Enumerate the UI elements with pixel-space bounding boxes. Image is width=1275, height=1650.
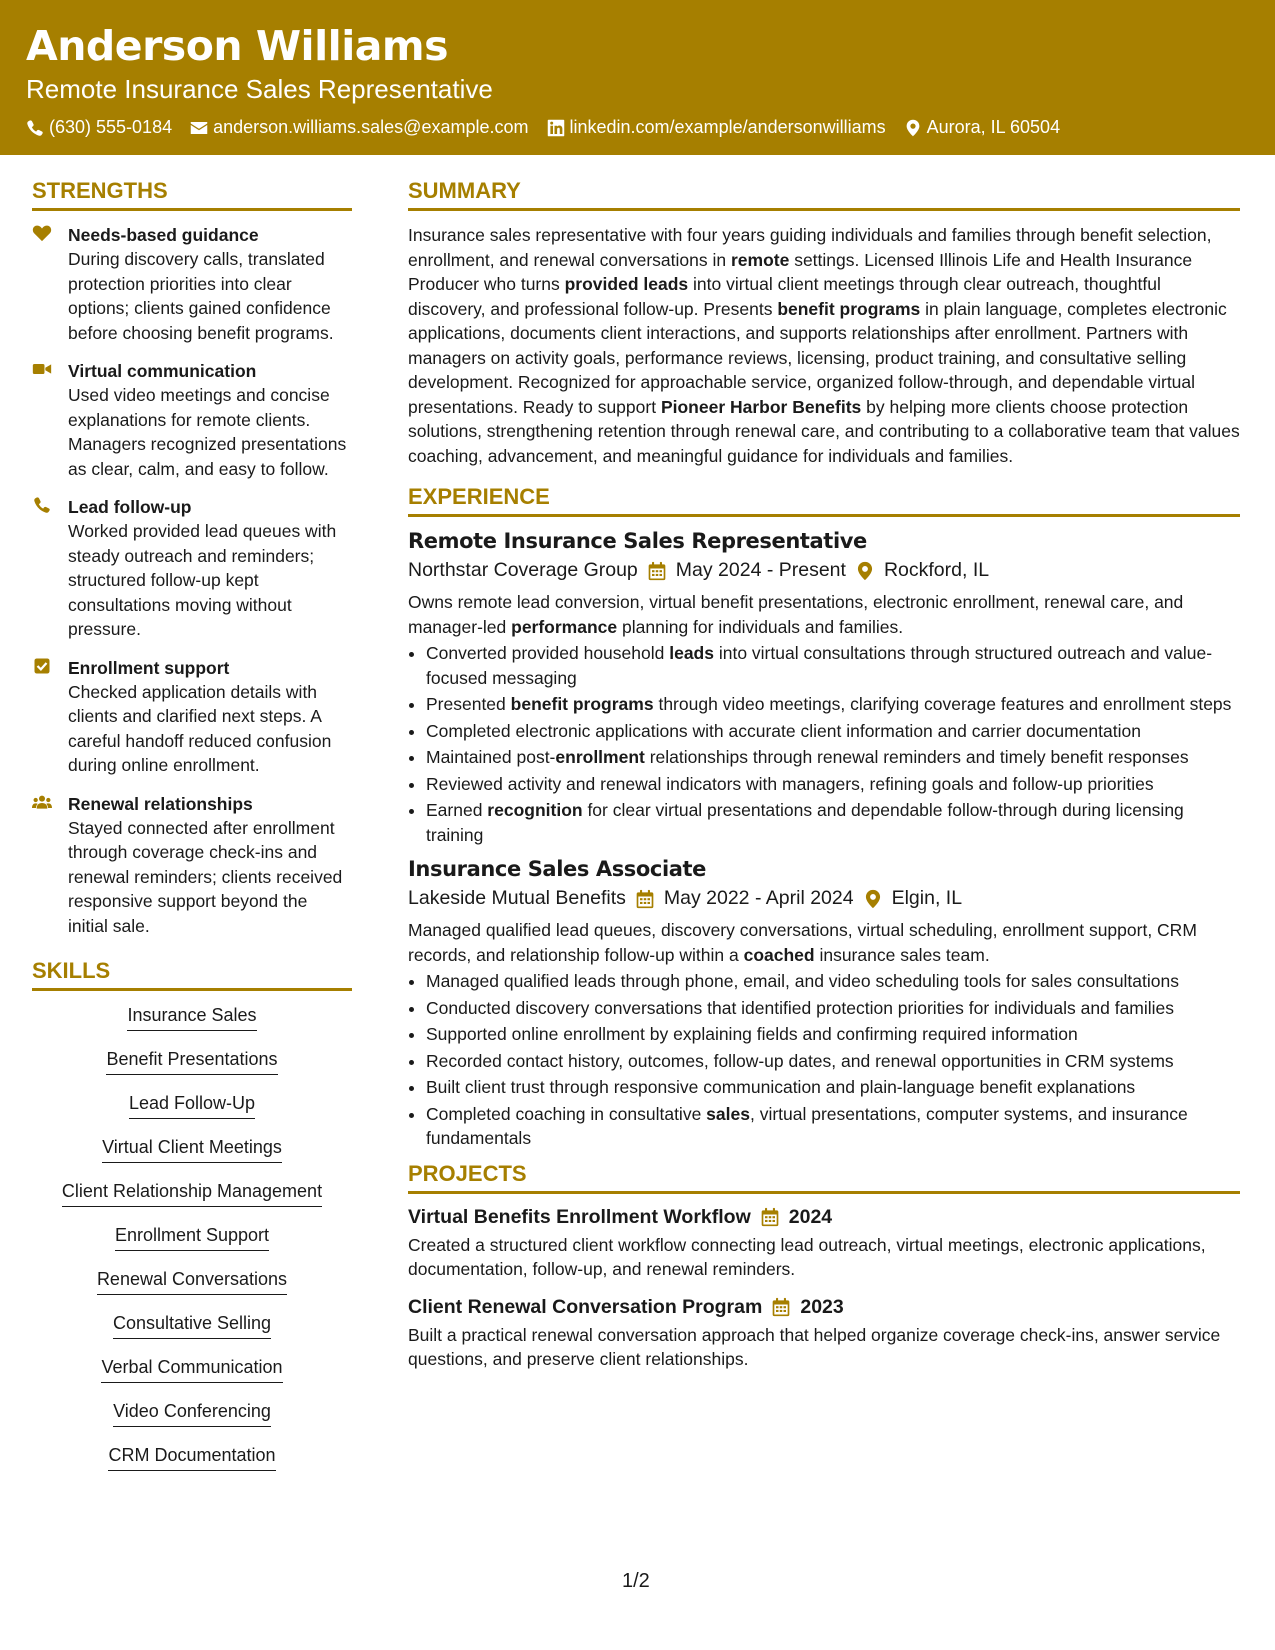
strength-body — [68, 792, 352, 939]
right-column — [408, 178, 1240, 1386]
left-column — [32, 178, 352, 1487]
text-segment: planning for individuals and families. — [617, 616, 904, 637]
bold-text: recognition — [487, 800, 583, 820]
skill-row — [32, 1267, 352, 1311]
summary-heading: SUMMARY — [408, 178, 1240, 211]
text-segment: Converted provided household — [426, 643, 670, 663]
strength-desc: Checked application details with clients and clarified next steps. A careful handoff reduced confusion during online enrollment. — [68, 681, 332, 775]
strength-item — [32, 792, 352, 939]
job-bullet — [426, 1022, 1240, 1047]
text-segment: Managed qualified lead queues, discovery conversations, virtual scheduling, enrollment support, CRM records, and relationship follow-up within a — [408, 920, 1197, 965]
linkedin-icon — [547, 119, 565, 137]
job-bullet — [426, 692, 1240, 717]
bold-text: benefit programs — [510, 694, 654, 714]
project-header — [408, 1206, 1240, 1229]
job-bullet — [426, 1075, 1240, 1100]
job-bullet — [426, 772, 1240, 797]
skill-tag: Benefit Presentations — [106, 1047, 277, 1075]
strength-desc: Worked provided lead queues with steady outreach and reminders; structured follow-up kept consultations moving without pressure. — [68, 521, 337, 639]
text-segment: Insurance sales representative with four years guiding individuals and families through benefit selection, enrollment, and renewal conversations in — [408, 225, 1212, 270]
job-bullet — [426, 719, 1240, 744]
strength-body — [68, 495, 352, 642]
strength-title: Needs-based guidance — [68, 225, 259, 245]
bold-text: Pioneer Harbor Benefits — [660, 396, 862, 417]
projects-heading: PROJECTS — [408, 1161, 1240, 1194]
skill-tag: Insurance Sales — [127, 1003, 256, 1031]
strength-body — [68, 223, 352, 345]
bold-text: leads — [669, 643, 714, 663]
video-icon — [32, 360, 52, 378]
job-title: Insurance Sales Associate — [408, 857, 707, 881]
strength-title: Lead follow-up — [68, 497, 192, 517]
text-segment: settings. Licensed Illinois Life and Health Insurance Producer who turns — [408, 249, 1193, 294]
text-segment: relationships through renewal reminders and timely benefit responses — [644, 747, 1189, 767]
job-bullet — [426, 745, 1240, 770]
experience-heading: EXPERIENCE — [408, 484, 1240, 517]
candidate-title: Remote Insurance Sales Representative — [26, 74, 493, 104]
text-segment: , virtual presentations, computer systems, and insurance fundamentals — [426, 1103, 1188, 1148]
project-desc: Created a structured client workflow connecting lead outreach, virtual meetings, electronic applications, documentation, follow-up, and renewal reminders. — [408, 1234, 1206, 1279]
bold-text: sales — [706, 1103, 750, 1124]
heart-icon — [32, 224, 52, 242]
job-summary — [408, 590, 1240, 639]
strengths-heading: STRENGTHS — [32, 178, 352, 211]
bold-text: performance — [511, 616, 618, 637]
job-dates: May 2022 - April 2024 — [663, 887, 854, 909]
calendar-icon — [647, 561, 667, 581]
phone-icon — [26, 119, 44, 137]
job-title: Remote Insurance Sales Representative — [408, 529, 867, 553]
job-bullet — [426, 969, 1240, 994]
skill-row — [32, 1399, 352, 1443]
skill-row — [32, 1355, 352, 1399]
skill-row — [32, 1443, 352, 1487]
summary-text — [408, 223, 1240, 468]
skill-tag: Consultative Selling — [113, 1311, 271, 1339]
job-dates: May 2024 - Present — [675, 559, 846, 581]
project-entry — [408, 1296, 1240, 1372]
strength-body — [68, 656, 352, 778]
skill-tag: Video Conferencing — [113, 1399, 271, 1427]
job-bullets — [408, 969, 1240, 1151]
skill-tag: Renewal Conversations — [97, 1267, 287, 1295]
text-segment: into virtual client meetings through clear outreach, thoughtful discovery, and professional follow-up. Presents — [408, 274, 1161, 319]
text-segment: insurance sales team. — [814, 944, 990, 965]
bold-text: coached — [743, 944, 815, 965]
strengths-list — [32, 223, 352, 938]
text-segment: Managed qualified leads through phone, email, and video scheduling tools for sales consultations — [426, 971, 1179, 991]
text-segment: Completed electronic applications with accurate client information and carrier documentation — [426, 720, 1141, 741]
job-entry — [408, 857, 1240, 1151]
strength-icon-wrap — [32, 223, 56, 345]
text-segment: Earned — [426, 800, 488, 820]
text-segment: Supported online enrollment by explaining fields and confirming required information — [426, 1024, 1078, 1044]
text-segment: Presented — [426, 694, 511, 714]
strength-icon-wrap — [32, 359, 56, 481]
text-segment: in plain language, completes electronic applications, documents client interactions, and supports relationships after enrollment. Partners with managers on activity goals, performance reviews, licensing, product training, and consultative selling development. Recognized for approachable service, organized follow-through, and dependable virtual presentations. Ready to support — [408, 298, 1227, 417]
project-title: Virtual Benefits Enrollment Workflow — [408, 1205, 751, 1228]
strength-item — [32, 359, 352, 481]
bold-text: benefit programs — [777, 298, 921, 319]
contact-phone — [26, 117, 172, 138]
job-summary — [408, 918, 1240, 967]
job-entry — [408, 529, 1240, 847]
bold-text: enrollment — [555, 747, 645, 767]
text-segment: for clear virtual presentations and dependable follow-through during licensing training — [426, 800, 1184, 845]
skill-row — [32, 1135, 352, 1179]
checkbox-icon — [32, 657, 52, 675]
strength-desc: Used video meetings and concise explanations for remote clients. Managers recognized presentations as clear, calm, and easy to follow. — [68, 385, 347, 479]
skill-tag: Verbal Communication — [101, 1355, 282, 1383]
project-year: 2023 — [800, 1295, 844, 1318]
text-segment: Recorded contact history, outcomes, follow-up dates, and renewal opportunities in CRM systems — [426, 1050, 1174, 1071]
job-bullets — [408, 641, 1240, 847]
candidate-name: Anderson Williams — [26, 22, 449, 70]
location-text: Aurora, IL 60504 — [926, 117, 1061, 137]
skill-row — [32, 1003, 352, 1047]
map-pin-icon — [855, 561, 875, 581]
bold-text: remote — [730, 249, 790, 270]
text-segment: Reviewed activity and renewal indicators with managers, refining goals and follow-up priorities — [426, 773, 1154, 794]
project-title: Client Renewal Conversation Program — [408, 1295, 763, 1318]
project-desc: Built a practical renewal conversation approach that helped organize coverage check-ins, answer service questions, and preserve client relationships. — [408, 1324, 1221, 1369]
text-segment: by helping more clients choose protection solutions, strengthening retention through renewal care, and contributing to a collaborative team that values coaching, advancement, and meaningful guidance for individuals and families. — [408, 396, 1240, 466]
strength-item — [32, 656, 352, 778]
contact-linkedin[interactable] — [547, 117, 886, 138]
text-segment: Built client trust through responsive communication and plain-language benefit explanations — [426, 1077, 1136, 1097]
project-year: 2024 — [788, 1205, 833, 1228]
skill-row — [32, 1311, 352, 1355]
strength-title: Virtual communication — [68, 361, 257, 381]
users-icon — [32, 793, 52, 811]
strength-desc: During discovery calls, translated protection priorities into clear options; clients gained confidence before choosing benefit programs. — [68, 249, 334, 343]
skill-row — [32, 1179, 352, 1223]
bold-text: provided leads — [564, 274, 689, 294]
skill-tag: Enrollment Support — [115, 1223, 269, 1251]
job-location: Elgin, IL — [891, 887, 963, 909]
skills-list — [32, 1003, 352, 1487]
calendar-icon — [771, 1297, 791, 1317]
strength-title: Renewal relationships — [68, 793, 253, 814]
skill-tag: CRM Documentation — [108, 1443, 275, 1471]
phone-text: (630) 555-0184 — [49, 117, 173, 137]
job-bullet — [426, 1102, 1240, 1151]
page-number: 1/2 — [622, 1570, 650, 1592]
company-name: Lakeside Mutual Benefits — [408, 887, 626, 909]
strength-title: Enrollment support — [68, 657, 230, 678]
contact-bar — [26, 117, 1060, 138]
company-name: Northstar Coverage Group — [408, 559, 638, 581]
strength-icon-wrap — [32, 792, 56, 939]
envelope-icon — [190, 119, 208, 137]
job-bullet — [426, 798, 1240, 847]
calendar-icon — [760, 1207, 780, 1227]
email-text[interactable]: anderson.williams.sales@example.com — [213, 117, 529, 137]
strength-body — [68, 359, 352, 481]
job-meta — [408, 887, 1240, 910]
text-segment: through video meetings, clarifying coverage features and enrollment steps — [653, 694, 1232, 714]
text-segment: into virtual consultations through structured outreach and value-focused messaging — [426, 643, 1213, 688]
skill-row — [32, 1047, 352, 1091]
map-pin-icon — [904, 119, 922, 137]
job-location: Rockford, IL — [883, 559, 990, 581]
job-bullet — [426, 1049, 1240, 1074]
text-segment: Conducted discovery conversations that identified protection priorities for individuals and families — [426, 997, 1175, 1018]
strength-icon-wrap — [32, 495, 56, 642]
job-bullet — [426, 996, 1240, 1021]
skill-row — [32, 1091, 352, 1135]
contact-location — [904, 117, 1060, 138]
skill-tag: Virtual Client Meetings — [102, 1135, 282, 1163]
job-bullet — [426, 641, 1240, 690]
strength-icon-wrap — [32, 656, 56, 778]
projects-list — [408, 1206, 1240, 1372]
calendar-icon — [635, 889, 655, 909]
strength-item — [32, 223, 352, 345]
resume-header — [0, 0, 1275, 155]
text-segment: Owns remote lead conversion, virtual benefit presentations, electronic enrollment, renewal care, and manager-led — [408, 592, 1184, 637]
skill-tag: Client Relationship Management — [62, 1179, 322, 1207]
strength-desc: Stayed connected after enrollment through coverage check-ins and renewal reminders; clients received responsive support beyond the initial sale. — [68, 817, 343, 936]
project-header — [408, 1296, 1240, 1319]
project-entry — [408, 1206, 1240, 1282]
skills-heading: SKILLS — [32, 958, 352, 991]
skill-tag: Lead Follow-Up — [129, 1091, 255, 1119]
job-meta — [408, 559, 1240, 582]
phone-icon — [32, 496, 52, 514]
experience-list — [408, 529, 1240, 1151]
contact-email[interactable] — [190, 117, 528, 138]
map-pin-icon — [863, 889, 883, 909]
strength-item — [32, 495, 352, 642]
linkedin-text[interactable]: linkedin.com/example/andersonwilliams — [569, 117, 886, 137]
text-segment: Maintained post- — [426, 747, 556, 767]
text-segment: Completed coaching in consultative — [426, 1103, 707, 1124]
skill-row — [32, 1223, 352, 1267]
